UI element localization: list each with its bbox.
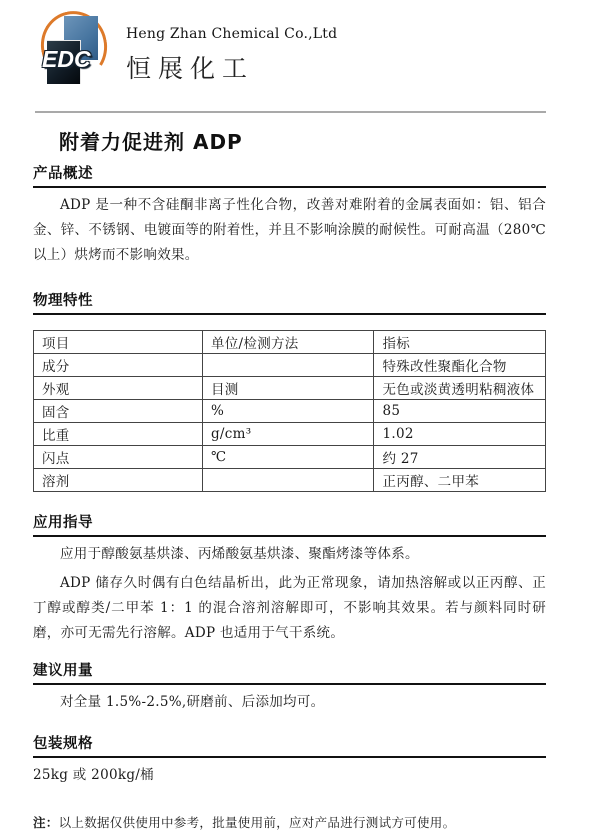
page-header: [33, 10, 546, 92]
cell-item: 闪点: [34, 446, 203, 469]
cell-item: 比重: [34, 423, 203, 446]
table-row: [34, 377, 546, 400]
overview-paragraph: ADP 是一种不含硅酮非离子性化合物，改善对难附着的金属表面如：铝、铝合金、锌、不锈钢、电镀面等的附着性，并且不影响涂膜的耐候性。可耐高温（280℃以上）烘烤而不影响效果。: [33, 197, 546, 263]
cell-unit: [202, 354, 374, 377]
cell-item: 溶剂: [34, 469, 203, 492]
cell-unit: [202, 469, 374, 492]
section-heading-application: 应用指导: [33, 511, 546, 537]
cell-item: 外观: [34, 377, 203, 400]
cell-unit: ℃: [202, 446, 374, 469]
column-header-spec: 指标: [374, 331, 546, 354]
section-heading-packaging: 包装规格: [33, 732, 546, 758]
company-name-english: Heng Zhan Chemical Co.,Ltd: [126, 26, 338, 42]
footer-note: [33, 813, 546, 831]
cell-spec: 无色或淡黄透明粘稠液体: [374, 377, 546, 400]
cell-unit: %: [202, 400, 374, 423]
company-logo: [40, 10, 112, 92]
cell-spec: 约 27: [374, 446, 546, 469]
section-heading-overview: 产品概述: [33, 162, 546, 188]
table-header-row: [34, 331, 546, 354]
packaging-paragraph: 25kg 或 200kg/桶: [33, 767, 154, 783]
column-header-unit-method: 单位/检测方法: [202, 331, 374, 354]
dosage-paragraph: 对全量 1.5%-2.5%,研磨前、后添加均可。: [60, 694, 325, 710]
physical-properties-table: [33, 330, 546, 492]
footer-note-label: 注：: [33, 815, 59, 830]
cell-item: 成分: [34, 354, 203, 377]
cell-spec: 正丙醇、二甲苯: [374, 469, 546, 492]
product-title: 附着力促进剂 ADP: [59, 130, 243, 154]
footer-note-text: 以上数据仅供使用中参考，批量使用前，应对产品进行测试方可使用。: [58, 815, 456, 830]
table-row: [34, 354, 546, 377]
company-name-block: [126, 10, 337, 85]
table-row: [34, 469, 546, 492]
company-name-chinese: 恒展化工: [126, 54, 255, 83]
table-row: [34, 423, 546, 446]
cell-unit: g/cm³: [202, 423, 374, 446]
header-divider: [35, 111, 546, 113]
cell-unit: 目测: [202, 377, 374, 400]
application-paragraph-2: ADP 储存久时偶有白色结晶析出，此为正常现象，请加热溶解或以正丙醇、正丁醇或醇类/二甲苯 1：1 的混合溶剂溶解即可，不影响其效果。若与颜料同时研磨，亦可无需先行溶解。ADP 也适用于气干系统。: [33, 575, 546, 641]
section-heading-dosage: 建议用量: [33, 659, 546, 685]
column-header-item: 项目: [34, 331, 203, 354]
cell-spec: 1.02: [374, 423, 546, 446]
application-paragraph-1: 应用于醇酸氨基烘漆、丙烯酸氨基烘漆、聚酯烤漆等体系。: [60, 546, 419, 562]
cell-spec: 特殊改性聚酯化合物: [374, 354, 546, 377]
table-row: [34, 400, 546, 423]
cell-spec: 85: [374, 400, 546, 423]
logo-edc-text: EDC: [42, 46, 91, 72]
table-row: [34, 446, 546, 469]
cell-item: 固含: [34, 400, 203, 423]
section-heading-physical-properties: 物理特性: [33, 289, 546, 315]
